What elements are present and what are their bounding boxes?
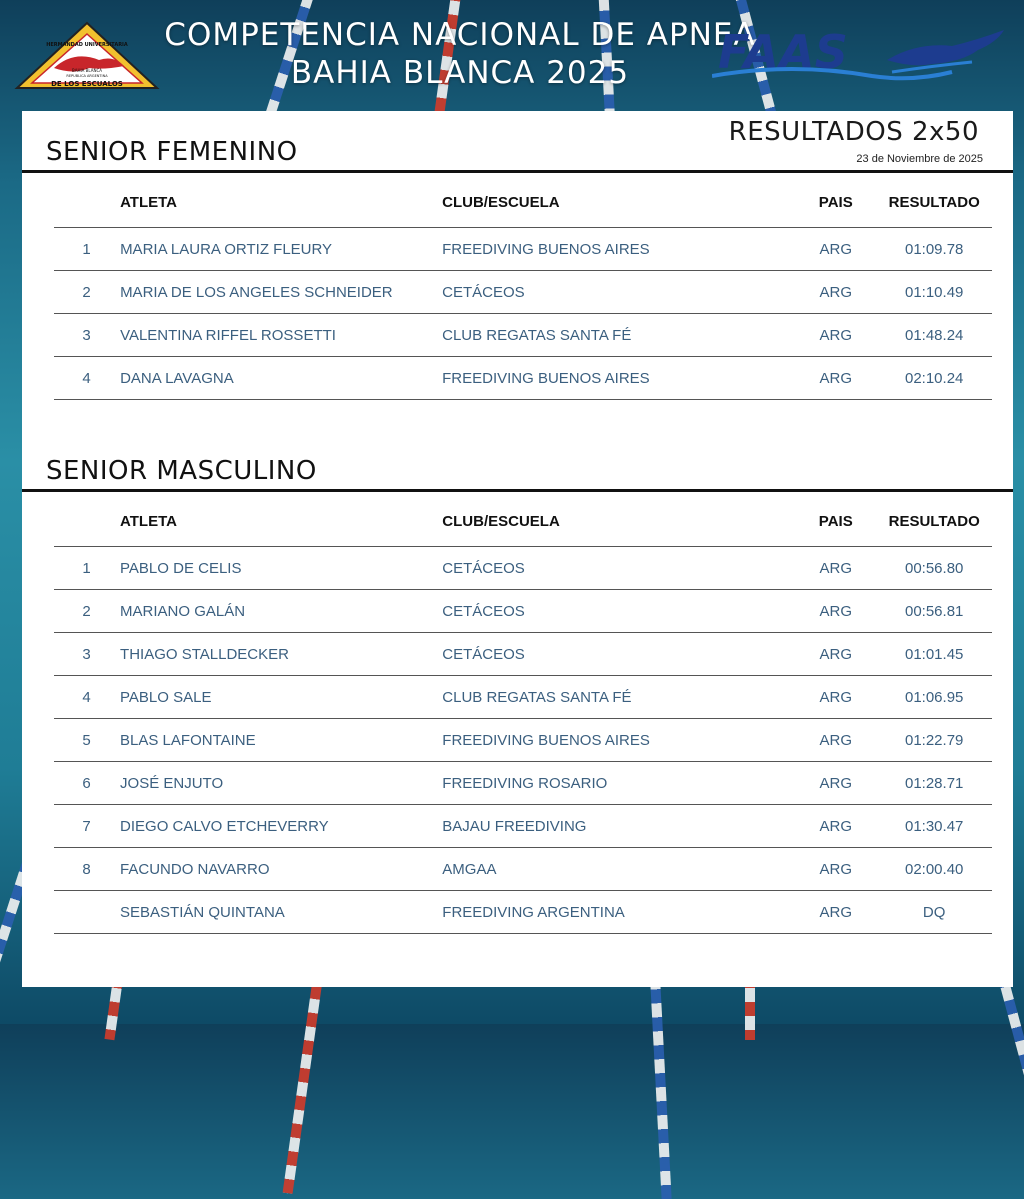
cell-position: 7 <box>54 805 119 848</box>
cell-country: ARG <box>795 719 876 762</box>
cell-athlete: SEBASTIÁN QUINTANA <box>119 891 441 934</box>
column-header-country: PAIS <box>795 177 876 228</box>
section-title-senior-femenino: SENIOR FEMENINO <box>46 137 298 167</box>
cell-position: 3 <box>54 314 119 357</box>
section-divider <box>22 489 1013 492</box>
cell-position: 8 <box>54 848 119 891</box>
cell-club: CLUB REGATAS SANTA FÉ <box>441 314 795 357</box>
table-row <box>54 848 992 891</box>
event-title-line-1: COMPETENCIA NACIONAL DE APNEA <box>164 17 756 53</box>
cell-club: FREEDIVING ARGENTINA <box>441 891 795 934</box>
faas-logo <box>712 22 1012 84</box>
column-header-position <box>54 496 119 547</box>
cell-club: AMGAA <box>441 848 795 891</box>
cell-result: 01:01.45 <box>876 633 992 676</box>
cell-result: DQ <box>876 891 992 934</box>
cell-club: CETÁCEOS <box>441 271 795 314</box>
cell-country: ARG <box>795 357 876 400</box>
table-row <box>54 762 992 805</box>
cell-result: 02:10.24 <box>876 357 992 400</box>
cell-position: 2 <box>54 271 119 314</box>
cell-country: ARG <box>795 590 876 633</box>
cell-athlete: DANA LAVAGNA <box>119 357 441 400</box>
cell-result: 01:30.47 <box>876 805 992 848</box>
cell-country: ARG <box>795 848 876 891</box>
cell-country: ARG <box>795 891 876 934</box>
cell-result: 00:56.80 <box>876 547 992 590</box>
cell-athlete: JOSÉ ENJUTO <box>119 762 441 805</box>
column-header-result: RESULTADO <box>876 496 992 547</box>
cell-country: ARG <box>795 547 876 590</box>
cell-club: FREEDIVING BUENOS AIRES <box>441 357 795 400</box>
section-title-senior-masculino: SENIOR MASCULINO <box>46 456 317 486</box>
cell-club: BAJAU FREEDIVING <box>441 805 795 848</box>
cell-position: 2 <box>54 590 119 633</box>
cell-club: FREEDIVING ROSARIO <box>441 762 795 805</box>
results-title: RESULTADOS 2x50 <box>728 117 979 147</box>
cell-position: 5 <box>54 719 119 762</box>
faas-logo-text: FAAS <box>718 25 848 79</box>
cell-athlete: PABLO SALE <box>119 676 441 719</box>
cell-position: 6 <box>54 762 119 805</box>
logo-middle-text-2: REPUBLICA ARGENTINA <box>66 74 108 78</box>
cell-club: CETÁCEOS <box>441 590 795 633</box>
shark-triangle-logo <box>14 20 160 92</box>
column-header-club: CLUB/ESCUELA <box>441 177 795 228</box>
column-header-athlete: ATLETA <box>119 177 441 228</box>
table-row <box>54 228 992 271</box>
cell-country: ARG <box>795 676 876 719</box>
cell-result: 01:10.49 <box>876 271 992 314</box>
cell-athlete: BLAS LAFONTAINE <box>119 719 441 762</box>
cell-club: CETÁCEOS <box>441 633 795 676</box>
cell-position <box>54 891 119 934</box>
table-row <box>54 633 992 676</box>
cell-country: ARG <box>795 633 876 676</box>
table-row <box>54 590 992 633</box>
cell-athlete: THIAGO STALLDECKER <box>119 633 441 676</box>
cell-result: 01:28.71 <box>876 762 992 805</box>
hermandad-escualos-logo <box>14 20 160 92</box>
cell-position: 4 <box>54 676 119 719</box>
table-header-row <box>54 496 992 547</box>
table-row <box>54 805 992 848</box>
cell-athlete: MARIA LAURA ORTIZ FLEURY <box>119 228 441 271</box>
cell-result: 01:48.24 <box>876 314 992 357</box>
cell-club: CLUB REGATAS SANTA FÉ <box>441 676 795 719</box>
cell-position: 1 <box>54 547 119 590</box>
table-row <box>54 719 992 762</box>
cell-athlete: MARIANO GALÁN <box>119 590 441 633</box>
column-header-result: RESULTADO <box>876 177 992 228</box>
table-row <box>54 547 992 590</box>
table-row <box>54 891 992 934</box>
cell-athlete: DIEGO CALVO ETCHEVERRY <box>119 805 441 848</box>
event-title <box>150 16 770 92</box>
cell-club: FREEDIVING BUENOS AIRES <box>441 719 795 762</box>
cell-position: 1 <box>54 228 119 271</box>
cell-athlete: VALENTINA RIFFEL ROSSETTI <box>119 314 441 357</box>
results-card <box>22 111 1013 987</box>
cell-position: 4 <box>54 357 119 400</box>
cell-result: 01:09.78 <box>876 228 992 271</box>
table-row <box>54 676 992 719</box>
column-header-country: PAIS <box>795 496 876 547</box>
cell-athlete: PABLO DE CELIS <box>119 547 441 590</box>
cell-country: ARG <box>795 314 876 357</box>
cell-country: ARG <box>795 762 876 805</box>
table-row <box>54 271 992 314</box>
table-row <box>54 357 992 400</box>
cell-country: ARG <box>795 228 876 271</box>
freediver-icon <box>887 30 1004 72</box>
cell-country: ARG <box>795 271 876 314</box>
event-title-line-2: BAHIA BLANCA 2025 <box>290 55 630 91</box>
section-divider <box>22 170 1013 173</box>
cell-club: CETÁCEOS <box>441 547 795 590</box>
cell-result: 01:06.95 <box>876 676 992 719</box>
cell-athlete: MARIA DE LOS ANGELES SCHNEIDER <box>119 271 441 314</box>
logo-middle-text-1: BAHIA BLANCA <box>72 68 102 73</box>
logo-arc-text: HERMANDAD UNIVERSITARIA <box>46 42 128 48</box>
results-table-femenino <box>54 177 992 400</box>
column-header-position <box>54 177 119 228</box>
cell-result: 00:56.81 <box>876 590 992 633</box>
cell-position: 3 <box>54 633 119 676</box>
results-table-masculino <box>54 496 992 934</box>
results-date: 23 de Noviembre de 2025 <box>856 153 983 165</box>
cell-result: 01:22.79 <box>876 719 992 762</box>
column-header-athlete: ATLETA <box>119 496 441 547</box>
column-header-club: CLUB/ESCUELA <box>441 496 795 547</box>
cell-country: ARG <box>795 805 876 848</box>
logo-bottom-text: DE LOS ESCUALOS <box>51 80 123 88</box>
table-header-row <box>54 177 992 228</box>
cell-result: 02:00.40 <box>876 848 992 891</box>
table-row <box>54 314 992 357</box>
cell-athlete: FACUNDO NAVARRO <box>119 848 441 891</box>
cell-club: FREEDIVING BUENOS AIRES <box>441 228 795 271</box>
